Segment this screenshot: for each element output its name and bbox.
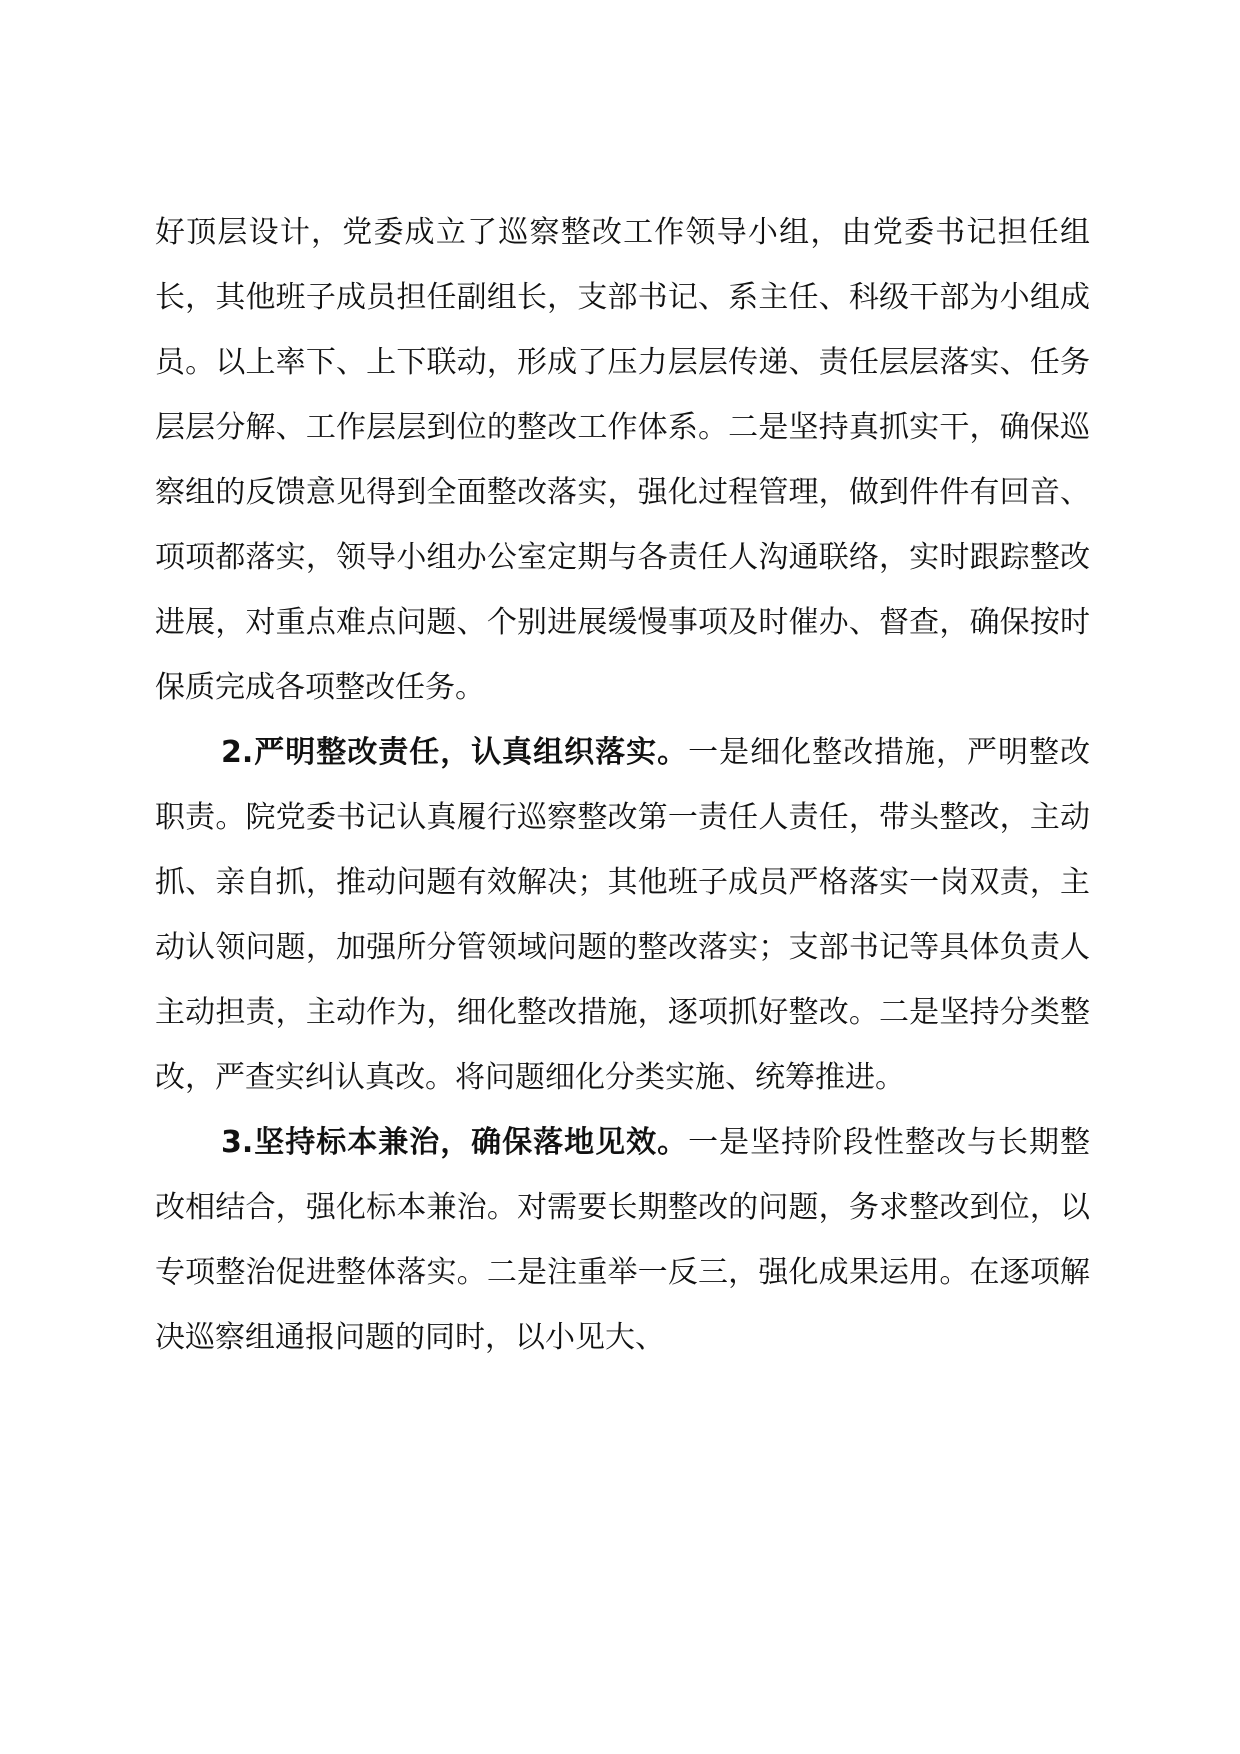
paragraph-heading: 2.严明整改责任，认真组织落实。 [221,735,689,770]
paragraph-body: 一是坚持阶段性整改与长期整改相结合，强化标本兼治。对需要长期整改的问题，务求整改到位，以专项整治促进整体落实。二是注重举一反三，强化成果运用。在逐项解决巡察组通报问题的同时，以小见大、 [155,1125,1090,1355]
paragraph-body: 好顶层设计，党委成立了巡察整改工作领导小组，由党委书记担任组长，其他班子成员担任副组长，支部书记、系主任、科级干部为小组成员。以上率下、上下联动，形成了压力层层传递、责任层层落实、任务层层分解、工作层层到位的整改工作体系。二是坚持真抓实干，确保巡察组的反馈意见得到全面整改落实，强化过程管理，做到件件有回音、项项都落实，领导小组办公室定期与各责任人沟通联络，实时跟踪整改进展，对重点难点问题、个别进展缓慢事项及时催办、督查，确保按时保质完成各项整改任务。 [155,215,1090,705]
paragraph-2 [155,720,1090,1110]
document-page [155,200,1090,1370]
paragraph-heading: 3.坚持标本兼治，确保落地见效。 [221,1125,689,1160]
paragraph-3 [155,1110,1090,1370]
paragraph-body: 一是细化整改措施，严明整改职责。院党委书记认真履行巡察整改第一责任人责任，带头整改，主动抓、亲自抓，推动问题有效解决；其他班子成员严格落实一岗双责，主动认领问题，加强所分管领域问题的整改落实；支部书记等具体负责人主动担责，主动作为，细化整改措施，逐项抓好整改。二是坚持分类整改，严查实纠认真改。将问题细化分类实施、统筹推进。 [155,735,1090,1095]
paragraph-continuation [155,200,1090,720]
